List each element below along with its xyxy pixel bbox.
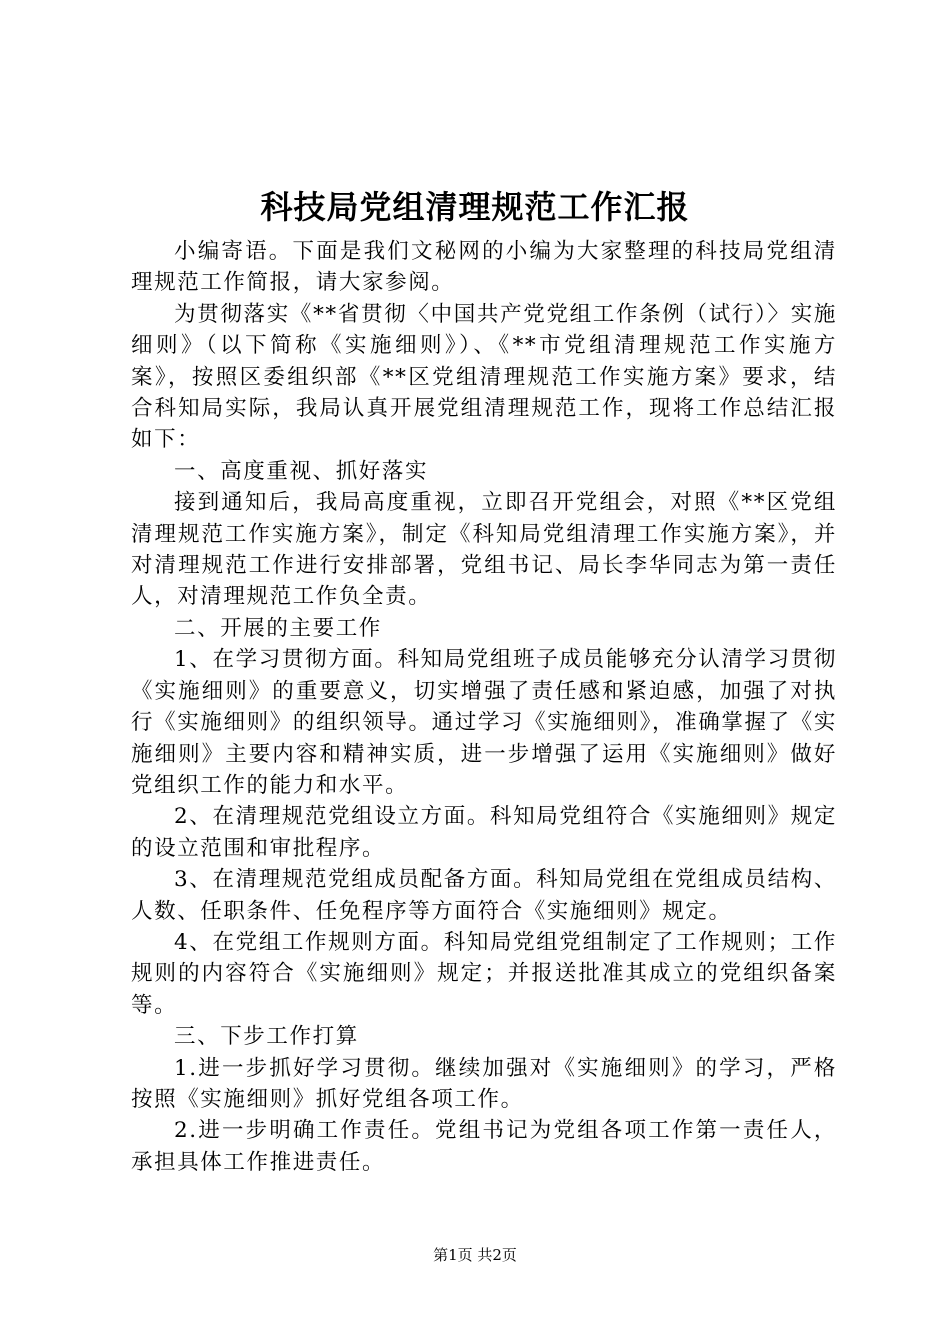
- work-item-1: 1、在学习贯彻方面。科知局党组班子成员能够充分认清学习贯彻《实施细则》的重要意义，切实增强了责任感和紧迫感，加强了对执行《实施细则》的组织领导。通过学习《实施细则》，准确掌握了《实施细则》主要内容和精神实质，进一步增强了运用《实施细则》做好党组织工作的能力和水平。: [131, 647, 837, 798]
- document-title: 科技局党组清理规范工作汇报: [260, 188, 690, 226]
- section-heading-2: 二、开展的主要工作: [174, 615, 382, 641]
- intro-paragraph: 小编寄语。下面是我们文秘网的小编为大家整理的科技局党组清理规范工作简报，请大家参阅。: [131, 239, 837, 296]
- plan-item-1: 1.进一步抓好学习贯彻。继续加强对《实施细则》的学习，严格按照《实施细则》抓好党组各项工作。: [131, 1055, 837, 1112]
- plan-item-2: 2.进一步明确工作责任。党组书记为党组各项工作第一责任人，承担具体工作推进责任。: [131, 1118, 837, 1175]
- page-footer: 第1页 共2页: [433, 1246, 517, 1264]
- work-item-4: 4、在党组工作规则方面。科知局党组党组制定了工作规则；工作规则的内容符合《实施细则》规定；并报送批准其成立的党组织备案等。: [131, 929, 837, 1018]
- purpose-paragraph: 为贯彻落实《**省贯彻〈中国共产党党组工作条例（试行）〉实施细则》（以下简称《实施细则》）、《**市党组清理规范工作实施方案》，按照区委组织部《**区党组清理规范工作实施方案》要求，结合科知局实际，我局认真开展党组清理规范工作，现将工作总结汇报如下：: [131, 301, 837, 453]
- work-item-3: 3、在清理规范党组成员配备方面。科知局党组在党组成员结构、人数、任职条件、任免程序等方面符合《实施细则》规定。: [131, 867, 837, 924]
- document-body: [131, 236, 837, 1178]
- work-item-2: 2、在清理规范党组设立方面。科知局党组符合《实施细则》规定的设立范围和审批程序。: [131, 804, 837, 861]
- section-heading-1: 一、高度重视、抓好落实: [174, 458, 429, 484]
- section-heading-3: 三、下步工作打算: [174, 1024, 359, 1050]
- section-1-paragraph: 接到通知后，我局高度重视，立即召开党组会，对照《**区党组清理规范工作实施方案》，制定《科知局党组清理工作实施方案》，并对清理规范工作进行安排部署，党组书记、局长李华同志为第一责任人，对清理规范工作负全责。: [131, 490, 837, 610]
